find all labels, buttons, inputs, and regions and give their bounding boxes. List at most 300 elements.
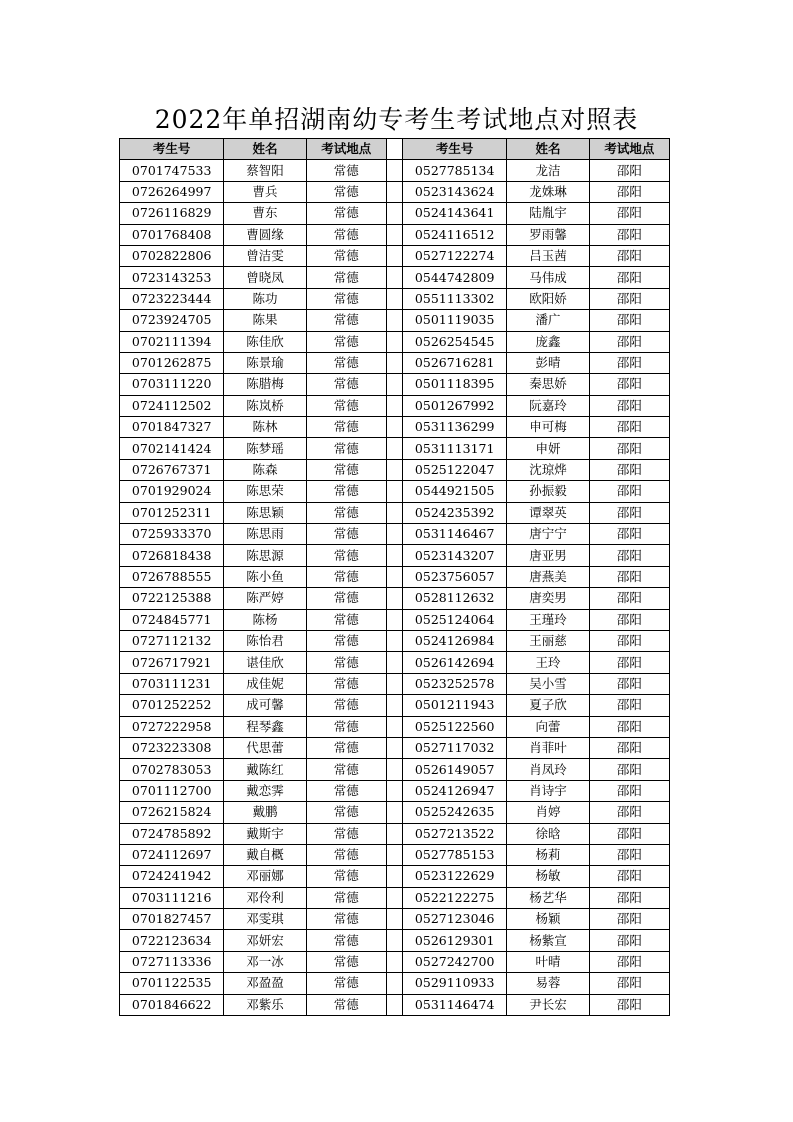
right-id-cell: 0524126947 (403, 780, 507, 801)
right-name-cell: 唐奕男 (507, 588, 589, 609)
table-row (120, 716, 670, 737)
left-location-cell: 常德 (306, 310, 386, 331)
right-name-cell: 吴小雪 (507, 673, 589, 694)
right-location-cell: 邵阳 (589, 352, 669, 373)
left-id-cell: 0723143253 (120, 267, 224, 288)
table-row (120, 652, 670, 673)
table-row (120, 203, 670, 224)
left-id-cell: 0726717921 (120, 652, 224, 673)
right-location-cell: 邵阳 (589, 566, 669, 587)
column-gap (386, 288, 402, 309)
left-location-cell: 常德 (306, 160, 386, 181)
left-name-cell: 程琴鑫 (224, 716, 306, 737)
table-row (120, 481, 670, 502)
left-location-cell: 常德 (306, 652, 386, 673)
column-gap (386, 203, 402, 224)
table-row (120, 609, 670, 630)
right-id-cell: 0531113171 (403, 438, 507, 459)
left-name-cell: 曹东 (224, 203, 306, 224)
header-id-left: 考生号 (120, 139, 224, 160)
right-id-cell: 0524116512 (403, 224, 507, 245)
left-location-cell: 常德 (306, 224, 386, 245)
right-location-cell: 邵阳 (589, 780, 669, 801)
right-location-cell: 邵阳 (589, 844, 669, 865)
column-gap (386, 630, 402, 651)
left-location-cell: 常德 (306, 866, 386, 887)
right-location-cell: 邵阳 (589, 930, 669, 951)
right-id-cell: 0526149057 (403, 759, 507, 780)
table-row (120, 759, 670, 780)
left-location-cell: 常德 (306, 973, 386, 994)
table-row (120, 245, 670, 266)
left-id-cell: 0724241942 (120, 866, 224, 887)
right-name-cell: 申妍 (507, 438, 589, 459)
left-location-cell: 常德 (306, 502, 386, 523)
right-id-cell: 0544921505 (403, 481, 507, 502)
left-id-cell: 0726788555 (120, 566, 224, 587)
right-name-cell: 沈琼烨 (507, 459, 589, 480)
right-name-cell: 龙洁 (507, 160, 589, 181)
table-row (120, 374, 670, 395)
table-row (120, 331, 670, 352)
left-location-cell: 常德 (306, 609, 386, 630)
left-id-cell: 0726264997 (120, 181, 224, 202)
right-id-cell: 0525124064 (403, 609, 507, 630)
left-location-cell: 常德 (306, 930, 386, 951)
left-location-cell: 常德 (306, 331, 386, 352)
right-id-cell: 0526716281 (403, 352, 507, 373)
right-name-cell: 王瑾玲 (507, 609, 589, 630)
right-id-cell: 0527117032 (403, 737, 507, 758)
header-name-right: 姓名 (507, 139, 589, 160)
column-gap (386, 352, 402, 373)
left-location-cell: 常德 (306, 566, 386, 587)
table-row (120, 930, 670, 951)
left-location-cell: 常德 (306, 438, 386, 459)
left-name-cell: 邓伶利 (224, 887, 306, 908)
right-name-cell: 欧阳娇 (507, 288, 589, 309)
right-name-cell: 肖菲叶 (507, 737, 589, 758)
left-id-cell: 0724785892 (120, 823, 224, 844)
right-location-cell: 邵阳 (589, 438, 669, 459)
right-id-cell: 0522122275 (403, 887, 507, 908)
right-location-cell: 邵阳 (589, 609, 669, 630)
left-name-cell: 戴陈红 (224, 759, 306, 780)
left-name-cell: 陈怡君 (224, 630, 306, 651)
right-location-cell: 邵阳 (589, 588, 669, 609)
right-id-cell: 0523756057 (403, 566, 507, 587)
right-location-cell: 邵阳 (589, 224, 669, 245)
left-location-cell: 常德 (306, 673, 386, 694)
left-id-cell: 0701252252 (120, 695, 224, 716)
right-name-cell: 尹长宏 (507, 994, 589, 1015)
left-id-cell: 0701847327 (120, 417, 224, 438)
table-row (120, 887, 670, 908)
left-location-cell: 常德 (306, 951, 386, 972)
left-id-cell: 0701827457 (120, 909, 224, 930)
column-gap (386, 267, 402, 288)
left-id-cell: 0725933370 (120, 524, 224, 545)
left-name-cell: 邓盈盈 (224, 973, 306, 994)
left-id-cell: 0723223308 (120, 737, 224, 758)
header-row (120, 139, 670, 160)
left-name-cell: 陈腊梅 (224, 374, 306, 395)
right-name-cell: 杨紫宣 (507, 930, 589, 951)
column-gap (386, 224, 402, 245)
right-location-cell: 邵阳 (589, 994, 669, 1015)
left-name-cell: 成可馨 (224, 695, 306, 716)
column-gap (386, 802, 402, 823)
table-row (120, 780, 670, 801)
right-id-cell: 0544742809 (403, 267, 507, 288)
left-name-cell: 陈梦瑶 (224, 438, 306, 459)
header-name-left: 姓名 (224, 139, 306, 160)
left-name-cell: 陈果 (224, 310, 306, 331)
right-id-cell: 0523143624 (403, 181, 507, 202)
left-location-cell: 常德 (306, 481, 386, 502)
column-gap (386, 930, 402, 951)
column-gap (386, 417, 402, 438)
left-id-cell: 0727113336 (120, 951, 224, 972)
left-name-cell: 陈岚桥 (224, 395, 306, 416)
column-gap (386, 481, 402, 502)
column-gap (386, 652, 402, 673)
right-id-cell: 0524235392 (403, 502, 507, 523)
left-id-cell: 0703111231 (120, 673, 224, 694)
left-location-cell: 常德 (306, 630, 386, 651)
right-location-cell: 邵阳 (589, 695, 669, 716)
right-name-cell: 肖诗宇 (507, 780, 589, 801)
left-id-cell: 0726818438 (120, 545, 224, 566)
left-name-cell: 陈佳欣 (224, 331, 306, 352)
right-location-cell: 邵阳 (589, 545, 669, 566)
left-id-cell: 0701929024 (120, 481, 224, 502)
right-location-cell: 邵阳 (589, 245, 669, 266)
right-name-cell: 唐燕美 (507, 566, 589, 587)
right-location-cell: 邵阳 (589, 395, 669, 416)
left-id-cell: 0702822806 (120, 245, 224, 266)
left-name-cell: 陈功 (224, 288, 306, 309)
header-location-left: 考试地点 (306, 139, 386, 160)
header-location-right: 考试地点 (589, 139, 669, 160)
right-location-cell: 邵阳 (589, 823, 669, 844)
right-name-cell: 向蕾 (507, 716, 589, 737)
column-gap (386, 951, 402, 972)
table-row (120, 802, 670, 823)
table-row (120, 288, 670, 309)
left-id-cell: 0701262875 (120, 352, 224, 373)
right-name-cell: 杨艺华 (507, 887, 589, 908)
column-gap (386, 887, 402, 908)
right-name-cell: 叶晴 (507, 951, 589, 972)
right-id-cell: 0527785153 (403, 844, 507, 865)
right-location-cell: 邵阳 (589, 866, 669, 887)
left-id-cell: 0726116829 (120, 203, 224, 224)
left-location-cell: 常德 (306, 524, 386, 545)
column-gap (386, 716, 402, 737)
column-gap (386, 759, 402, 780)
left-location-cell: 常德 (306, 588, 386, 609)
right-id-cell: 0525122047 (403, 459, 507, 480)
left-location-cell: 常德 (306, 267, 386, 288)
column-gap (386, 673, 402, 694)
column-gap (386, 823, 402, 844)
table-row (120, 395, 670, 416)
right-id-cell: 0526254545 (403, 331, 507, 352)
left-name-cell: 曹圆缘 (224, 224, 306, 245)
right-id-cell: 0501118395 (403, 374, 507, 395)
right-name-cell: 杨敏 (507, 866, 589, 887)
left-location-cell: 常德 (306, 780, 386, 801)
right-location-cell: 邵阳 (589, 802, 669, 823)
left-name-cell: 陈思荣 (224, 481, 306, 502)
table-row (120, 866, 670, 887)
left-name-cell: 曾晓凤 (224, 267, 306, 288)
right-location-cell: 邵阳 (589, 310, 669, 331)
right-id-cell: 0523122629 (403, 866, 507, 887)
right-location-cell: 邵阳 (589, 630, 669, 651)
right-id-cell: 0524126984 (403, 630, 507, 651)
left-name-cell: 代思蕾 (224, 737, 306, 758)
right-name-cell: 王玲 (507, 652, 589, 673)
left-id-cell: 0723924705 (120, 310, 224, 331)
left-name-cell: 邓妍宏 (224, 930, 306, 951)
left-name-cell: 戴鹏 (224, 802, 306, 823)
left-id-cell: 0726215824 (120, 802, 224, 823)
left-name-cell: 陈严婷 (224, 588, 306, 609)
left-location-cell: 常德 (306, 288, 386, 309)
right-name-cell: 唐亚男 (507, 545, 589, 566)
right-id-cell: 0525242635 (403, 802, 507, 823)
right-name-cell: 吕玉茜 (507, 245, 589, 266)
left-name-cell: 陈杨 (224, 609, 306, 630)
column-gap (386, 566, 402, 587)
left-location-cell: 常德 (306, 716, 386, 737)
right-location-cell: 邵阳 (589, 524, 669, 545)
table-row (120, 524, 670, 545)
table-row (120, 267, 670, 288)
left-name-cell: 邓一冰 (224, 951, 306, 972)
right-name-cell: 龙姝琳 (507, 181, 589, 202)
left-id-cell: 0723223444 (120, 288, 224, 309)
table-row (120, 973, 670, 994)
left-id-cell: 0726767371 (120, 459, 224, 480)
roster-table (119, 138, 670, 1016)
right-id-cell: 0531146474 (403, 994, 507, 1015)
left-location-cell: 常德 (306, 737, 386, 758)
left-name-cell: 邓雯琪 (224, 909, 306, 930)
left-location-cell: 常德 (306, 802, 386, 823)
left-name-cell: 陈林 (224, 417, 306, 438)
column-gap (386, 994, 402, 1015)
left-name-cell: 曾洁雯 (224, 245, 306, 266)
column-gap (386, 780, 402, 801)
right-location-cell: 邵阳 (589, 759, 669, 780)
left-name-cell: 陈思雨 (224, 524, 306, 545)
left-location-cell: 常德 (306, 181, 386, 202)
left-id-cell: 0727112132 (120, 630, 224, 651)
right-id-cell: 0551113302 (403, 288, 507, 309)
left-name-cell: 蔡智阳 (224, 160, 306, 181)
right-name-cell: 谭翠英 (507, 502, 589, 523)
right-name-cell: 易蓉 (507, 973, 589, 994)
right-location-cell: 邵阳 (589, 909, 669, 930)
right-id-cell: 0531136299 (403, 417, 507, 438)
column-gap (386, 310, 402, 331)
right-name-cell: 马伟成 (507, 267, 589, 288)
right-name-cell: 申可梅 (507, 417, 589, 438)
left-id-cell: 0701112700 (120, 780, 224, 801)
left-name-cell: 曹兵 (224, 181, 306, 202)
left-id-cell: 0702783053 (120, 759, 224, 780)
column-gap (386, 695, 402, 716)
roster-body (120, 160, 670, 1016)
left-name-cell: 陈思源 (224, 545, 306, 566)
left-id-cell: 0703111216 (120, 887, 224, 908)
column-gap (386, 588, 402, 609)
left-location-cell: 常德 (306, 887, 386, 908)
right-location-cell: 邵阳 (589, 652, 669, 673)
left-name-cell: 陈景瑜 (224, 352, 306, 373)
column-gap (386, 502, 402, 523)
left-id-cell: 0701846622 (120, 994, 224, 1015)
right-id-cell: 0527123046 (403, 909, 507, 930)
table-row (120, 823, 670, 844)
left-name-cell: 谌佳欣 (224, 652, 306, 673)
table-row (120, 224, 670, 245)
left-name-cell: 邓紫乐 (224, 994, 306, 1015)
left-name-cell: 戴斯宇 (224, 823, 306, 844)
table-row (120, 438, 670, 459)
page-title: 2022年单招湖南幼专考生考试地点对照表 (154, 105, 639, 134)
right-id-cell: 0528112632 (403, 588, 507, 609)
column-gap (386, 866, 402, 887)
left-name-cell: 陈森 (224, 459, 306, 480)
header-id-right: 考生号 (403, 139, 507, 160)
left-id-cell: 0727222958 (120, 716, 224, 737)
right-name-cell: 彭晴 (507, 352, 589, 373)
left-location-cell: 常德 (306, 844, 386, 865)
table-row (120, 417, 670, 438)
table-row (120, 994, 670, 1015)
left-name-cell: 邓丽娜 (224, 866, 306, 887)
right-location-cell: 邵阳 (589, 737, 669, 758)
left-name-cell: 戴恋霁 (224, 780, 306, 801)
table-row (120, 502, 670, 523)
right-location-cell: 邵阳 (589, 181, 669, 202)
right-name-cell: 秦思娇 (507, 374, 589, 395)
left-location-cell: 常德 (306, 823, 386, 844)
left-location-cell: 常德 (306, 203, 386, 224)
right-location-cell: 邵阳 (589, 887, 669, 908)
table-row (120, 160, 670, 181)
column-gap (386, 973, 402, 994)
column-gap (386, 609, 402, 630)
right-id-cell: 0524143641 (403, 203, 507, 224)
right-location-cell: 邵阳 (589, 973, 669, 994)
right-id-cell: 0501119035 (403, 310, 507, 331)
left-location-cell: 常德 (306, 417, 386, 438)
left-location-cell: 常德 (306, 695, 386, 716)
table-row (120, 181, 670, 202)
column-gap (386, 374, 402, 395)
right-name-cell: 徐晗 (507, 823, 589, 844)
right-name-cell: 陆胤宇 (507, 203, 589, 224)
right-location-cell: 邵阳 (589, 481, 669, 502)
left-location-cell: 常德 (306, 459, 386, 480)
right-location-cell: 邵阳 (589, 673, 669, 694)
column-gap (386, 438, 402, 459)
column-gap (386, 331, 402, 352)
left-location-cell: 常德 (306, 245, 386, 266)
right-location-cell: 邵阳 (589, 331, 669, 352)
right-id-cell: 0527785134 (403, 160, 507, 181)
right-name-cell: 夏子欣 (507, 695, 589, 716)
right-location-cell: 邵阳 (589, 951, 669, 972)
left-id-cell: 0702141424 (120, 438, 224, 459)
left-location-cell: 常德 (306, 352, 386, 373)
column-gap (386, 181, 402, 202)
table-row (120, 630, 670, 651)
column-gap (386, 524, 402, 545)
left-id-cell: 0724112697 (120, 844, 224, 865)
right-location-cell: 邵阳 (589, 417, 669, 438)
right-id-cell: 0527213522 (403, 823, 507, 844)
right-id-cell: 0531146467 (403, 524, 507, 545)
table-row (120, 566, 670, 587)
column-gap (386, 545, 402, 566)
right-id-cell: 0527122274 (403, 245, 507, 266)
left-location-cell: 常德 (306, 909, 386, 930)
column-gap (386, 245, 402, 266)
left-id-cell: 0701122535 (120, 973, 224, 994)
right-name-cell: 庞鑫 (507, 331, 589, 352)
left-location-cell: 常德 (306, 759, 386, 780)
right-name-cell: 杨颖 (507, 909, 589, 930)
left-id-cell: 0702111394 (120, 331, 224, 352)
left-id-cell: 0722123634 (120, 930, 224, 951)
table-row (120, 588, 670, 609)
table-row (120, 951, 670, 972)
left-id-cell: 0724845771 (120, 609, 224, 630)
table-row (120, 459, 670, 480)
left-name-cell: 成佳妮 (224, 673, 306, 694)
left-location-cell: 常德 (306, 545, 386, 566)
right-location-cell: 邵阳 (589, 160, 669, 181)
table-row (120, 909, 670, 930)
right-location-cell: 邵阳 (589, 267, 669, 288)
right-id-cell: 0529110933 (403, 973, 507, 994)
right-name-cell: 王丽慈 (507, 630, 589, 651)
table-row (120, 352, 670, 373)
right-location-cell: 邵阳 (589, 374, 669, 395)
left-location-cell: 常德 (306, 395, 386, 416)
right-id-cell: 0525122560 (403, 716, 507, 737)
left-id-cell: 0724112502 (120, 395, 224, 416)
right-id-cell: 0527242700 (403, 951, 507, 972)
table-row (120, 673, 670, 694)
column-gap (386, 844, 402, 865)
left-id-cell: 0703111220 (120, 374, 224, 395)
right-location-cell: 邵阳 (589, 502, 669, 523)
right-id-cell: 0523143207 (403, 545, 507, 566)
right-location-cell: 邵阳 (589, 203, 669, 224)
right-id-cell: 0501211943 (403, 695, 507, 716)
left-name-cell: 戴自概 (224, 844, 306, 865)
table-row (120, 737, 670, 758)
left-name-cell: 陈小鱼 (224, 566, 306, 587)
right-name-cell: 杨莉 (507, 844, 589, 865)
